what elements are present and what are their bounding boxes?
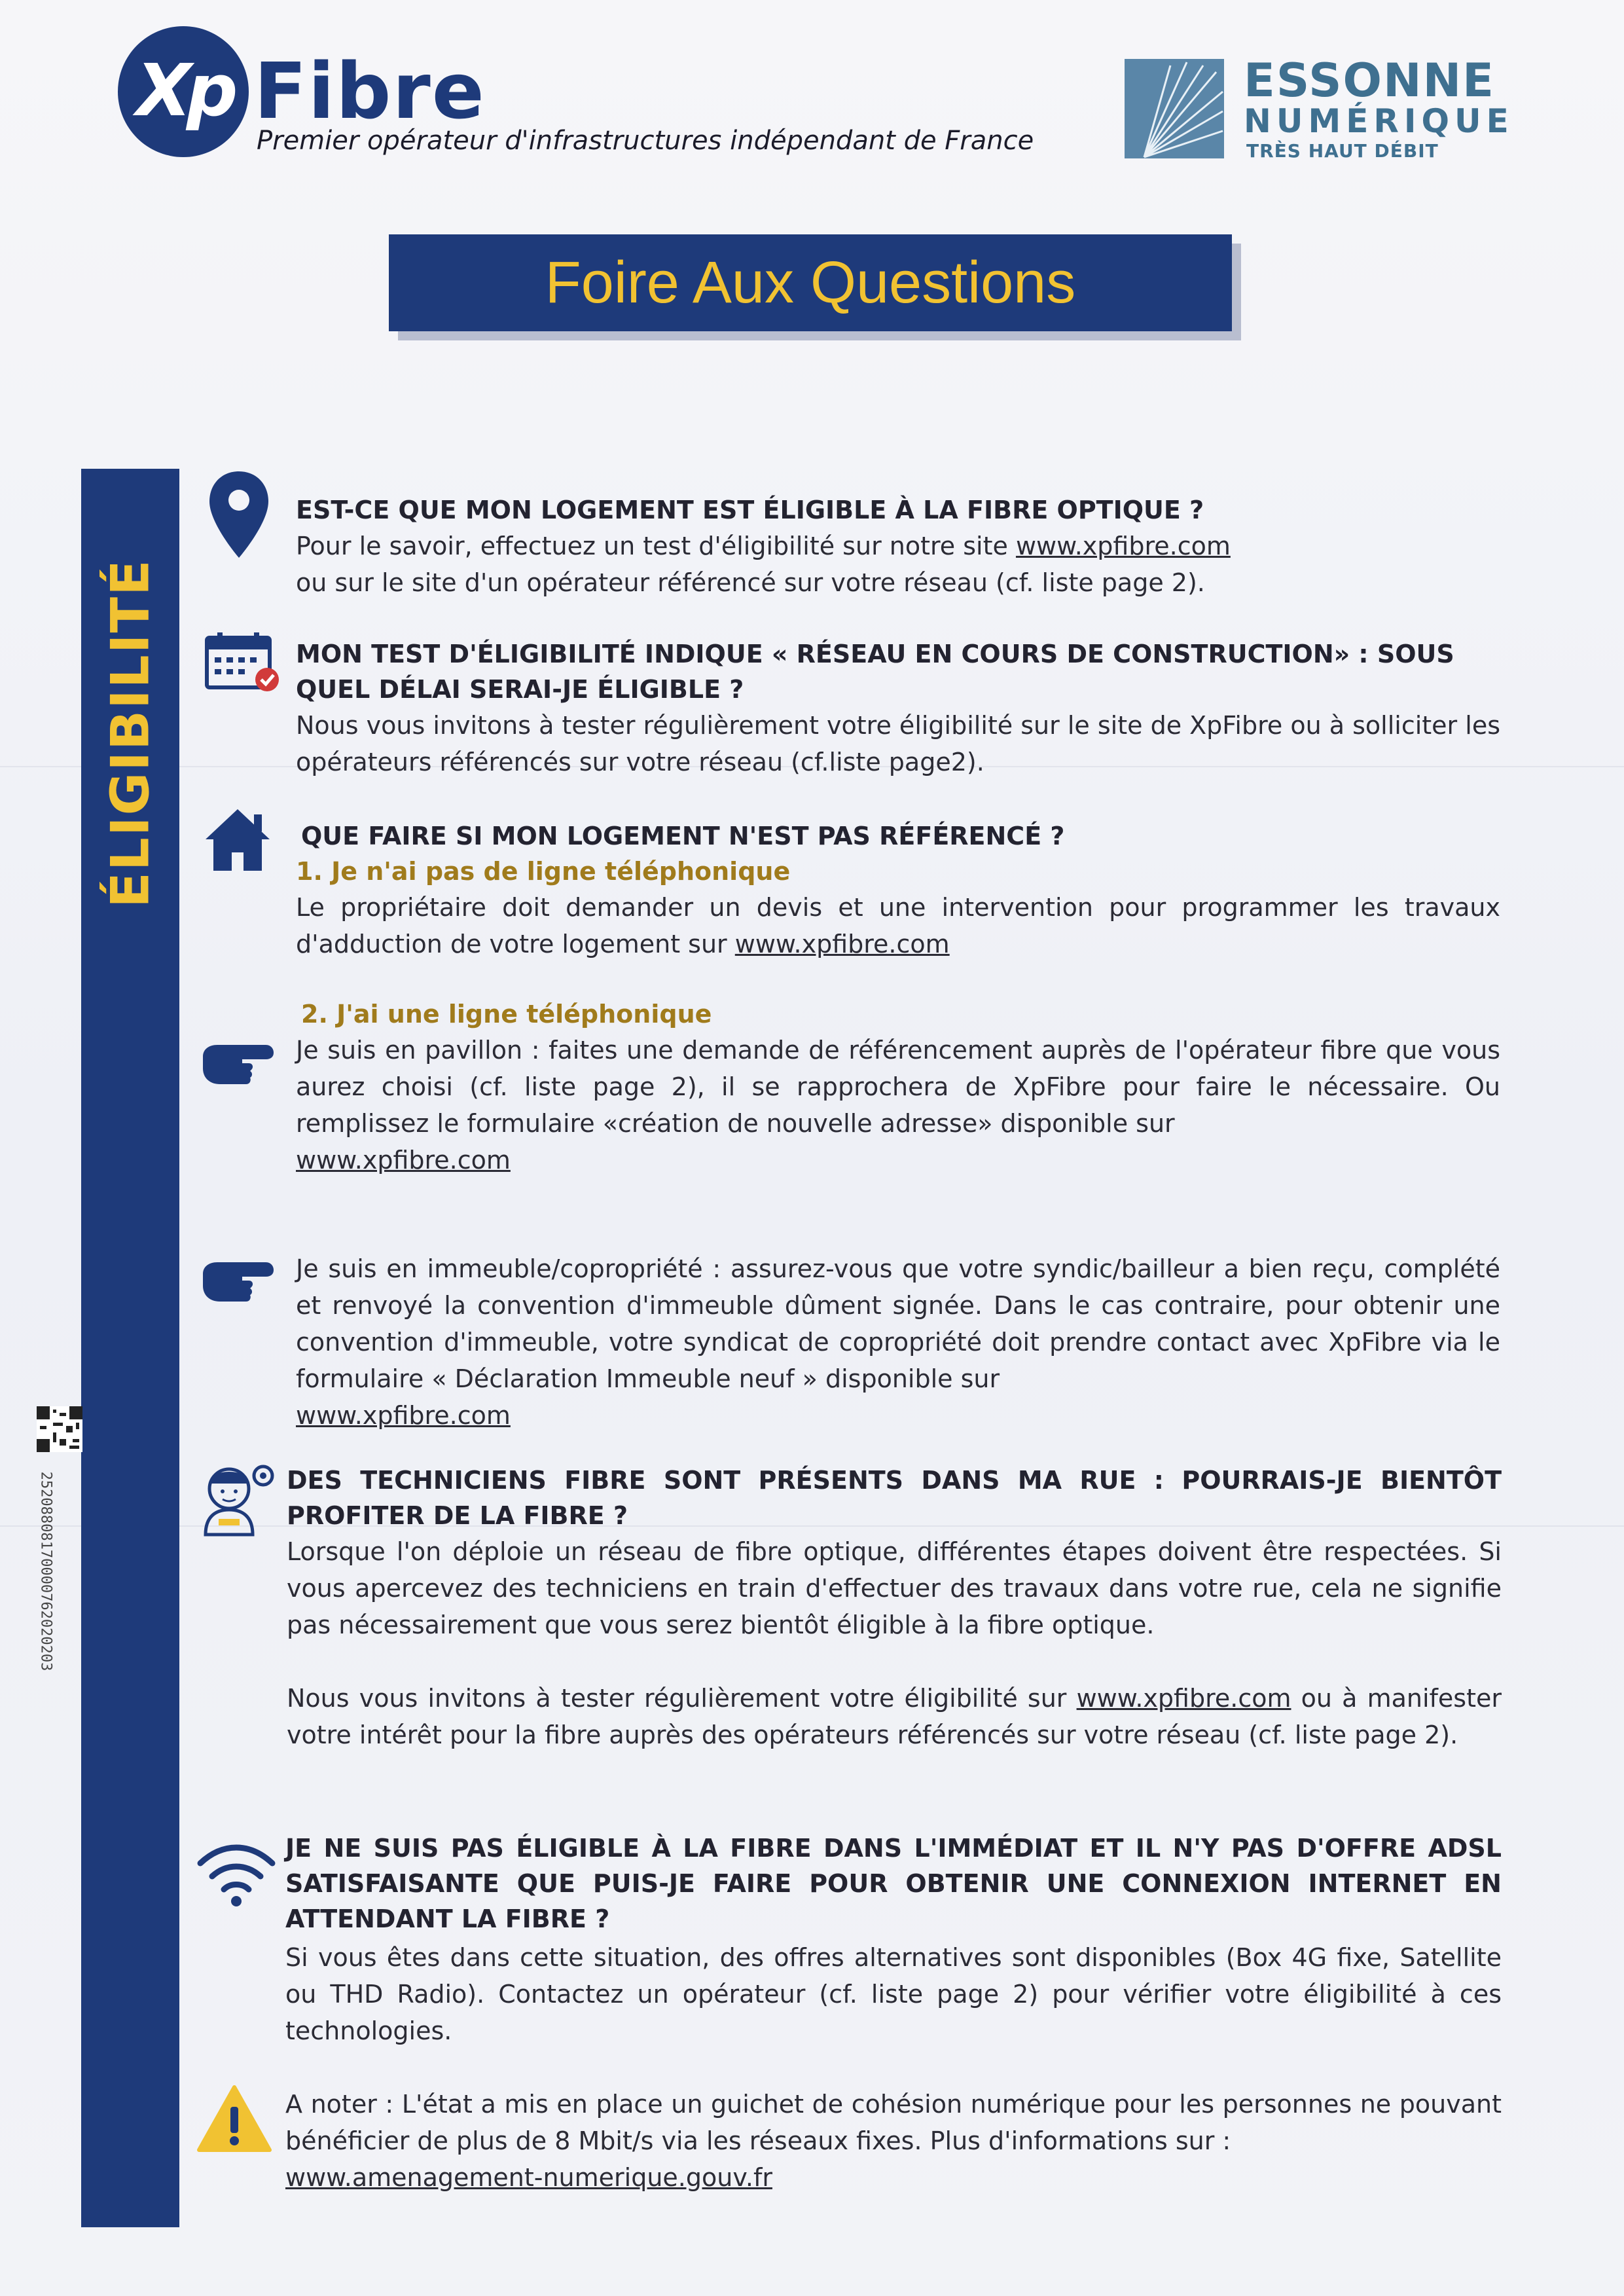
page-title-box — [389, 234, 1232, 331]
faq-answer: Si vous êtes dans cette situation, des offres alternatives sont disponibles (Box 4G fixe, Satellite ou THD Radio). Contactez un opérateur (cf. liste page 2) pour vérifier votre éligibilité à ces technologies. — [285, 1943, 1502, 2045]
faq-question: MON TEST D'ÉLIGIBILITÉ INDIQUE « RÉSEAU EN COURS DE CONSTRUCTION» : SOUS QUEL DÉLAI SERAI-JE ÉLIGIBLE ? — [296, 640, 1454, 704]
faq-note-text: A noter : L'état a mis en place un guichet de cohésion numérique pour les personnes ne pouvant bénéficier de plus de 8 Mbit/s via les réseaux fixes. Plus d'informations sur : — [285, 2090, 1502, 2155]
wifi-icon — [194, 1837, 272, 1916]
faq-answer-text: Pour le savoir, effectuez un test d'éligibilité sur notre site — [296, 532, 1016, 560]
faq-answer: Lorsque l'on déploie un réseau de fibre optique, différentes étapes doivent être respectées. Si vous apercevez des techniciens en train d'effectuer des travaux dans votre rue, cela ne signifie pas nécessairement que vous serez bientôt éligible à la fibre optique. — [287, 1537, 1502, 1639]
sidebar-label: ÉLIGIBILITÉ — [99, 558, 161, 908]
calendar-check-icon — [203, 632, 281, 711]
faq-answer-text: Nous vous invitons à tester régulièrement votre éligibilité sur — [287, 1684, 1077, 1713]
faq-answer-text: Le propriétaire doit demander un devis et une intervention pour programmer les travaux d'adduction de votre logement sur — [296, 893, 1500, 958]
faq-answer-text: Je suis en pavillon : faites une demande de référencement auprès de l'opérateur fibre que vous aurez choisi (cf. liste page 2), il se rapprochera de XpFibre pour faire le nécessaire. Ou remplissez le formulaire «création de nouvelle adresse» disponible sur — [296, 1036, 1500, 1138]
xpfibre-link[interactable]: www.xpfibre.com — [734, 930, 950, 958]
faq-question: DES TECHNICIENS FIBRE SONT PRÉSENTS DANS MA RUE : POURRAIS-JE BIENTÔT PROFITER DE LA FIBRE ? — [287, 1466, 1502, 1530]
faq-note — [285, 2086, 1502, 2196]
amenagement-numerique-link[interactable]: www.amenagement-numerique.gouv.fr — [285, 2163, 772, 2192]
essonne-logo-name: ESSONNE — [1244, 54, 1495, 107]
warning-icon — [195, 2083, 274, 2162]
faq-subheading: 2. J'ai une ligne téléphonique — [301, 1000, 712, 1029]
technician-icon — [196, 1456, 275, 1535]
faq-answer — [296, 1250, 1500, 1434]
faq-answer-text: Je suis en immeuble/copropriété : assurez-vous que votre syndic/bailleur a bien reçu, complété et renvoyé la convention d'immeuble dûment signée. Dans le cas contraire, pour obtenir une convention d'immeuble, votre syndicat de copropriété doit prendre contact avec XpFibre via le formulaire « Déclaration Immeuble neuf » disponible sur — [296, 1254, 1500, 1393]
xpfibre-link[interactable]: www.xpfibre.com — [1015, 532, 1231, 560]
faq-answer — [287, 1680, 1502, 1753]
xpfibre-link[interactable]: www.xpfibre.com — [1076, 1684, 1291, 1713]
xpfibre-tagline: Premier opérateur d'infrastructures indépendant de France — [257, 126, 1034, 156]
faq-question: QUE FAIRE SI MON LOGEMENT N'EST PAS RÉFÉRENCÉ ? — [301, 822, 1065, 850]
xpfibre-logo-wordmark: Fibre — [254, 46, 486, 136]
xpfibre-link[interactable]: www.xpfibre.com — [296, 1401, 511, 1430]
faq-answer — [296, 1032, 1500, 1178]
xpfibre-logo-letters: Xp — [136, 48, 233, 132]
pointing-hand-icon — [198, 1037, 276, 1116]
essonne-logo-tagline: TRÈS HAUT DÉBIT — [1246, 140, 1439, 162]
location-pin-icon — [203, 469, 281, 547]
page-title: Foire Aux Questions — [545, 249, 1076, 316]
qr-code-icon — [37, 1406, 82, 1452]
faq-answer-text: ou sur le site d'un opérateur référencé sur votre réseau (cf. liste page 2). — [296, 568, 1205, 597]
faq-subheading: 1. Je n'ai pas de ligne téléphonique — [296, 857, 791, 886]
faq-answer: Nous vous invitons à tester régulièrement votre éligibilité sur le site de XpFibre ou à solliciter les opérateurs référencés sur votre réseau (cf.liste page2). — [296, 711, 1500, 776]
faq-question: EST-CE QUE MON LOGEMENT EST ÉLIGIBLE À LA FIBRE OPTIQUE ? — [296, 496, 1204, 524]
essonne-logo-mark — [1125, 59, 1224, 158]
pointing-hand-icon — [198, 1254, 276, 1333]
document-reference-code: 25208808170000762020203 — [37, 1471, 54, 1671]
essonne-logo-subtitle: NUMÉRIQUE — [1244, 102, 1514, 140]
house-icon — [202, 805, 280, 884]
faq-question: JE NE SUIS PAS ÉLIGIBLE À LA FIBRE DANS L'IMMÉDIAT ET IL N'Y PAS D'OFFRE ADSL SATISFAISANTE QUE PUIS-JE FAIRE POUR OBTENIR UNE CONNEXION INTERNET EN ATTENDANT LA FIBRE ? — [285, 1834, 1502, 1933]
faq-answer-text: ou à manifester votre intérêt pour la fibre auprès des opérateurs référencés sur votre réseau (cf. liste page 2). — [287, 1684, 1502, 1749]
faq-answer — [296, 889, 1500, 962]
xpfibre-link[interactable]: www.xpfibre.com — [296, 1146, 511, 1175]
essonne-numerique-logo — [1125, 54, 1543, 165]
faq-answer — [296, 528, 1500, 601]
